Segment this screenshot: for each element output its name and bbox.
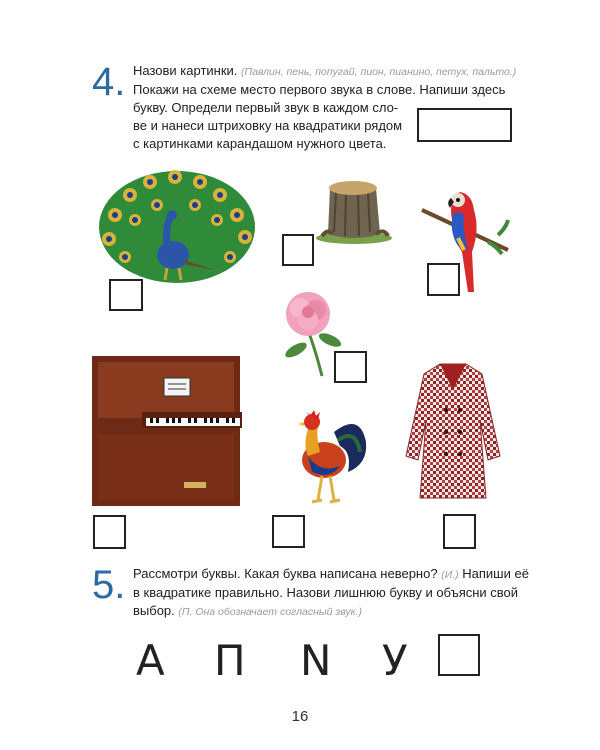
stump-square[interactable] xyxy=(282,234,314,266)
task-5-hint-2: (П. Она обозначает согласный звук.) xyxy=(178,606,363,618)
piano-square[interactable] xyxy=(93,515,126,549)
stump-image xyxy=(314,178,394,244)
letter-u: У xyxy=(382,636,408,685)
page-number: 16 xyxy=(291,708,309,725)
task-4-hint: (Павлин, пень, попугай, пион, пианино, петух, пальто.) xyxy=(241,66,517,78)
peony-square[interactable] xyxy=(334,351,367,383)
task-5-line-1-tail: Напиши её xyxy=(462,566,529,581)
rooster-image xyxy=(290,402,370,510)
task-4-line-2: Покажи на схеме место первого звука в слове. Напиши здесь xyxy=(133,82,506,97)
task-5-line-2: в квадратике правильно. Назови лишнюю букву и объясни свой xyxy=(133,585,519,600)
piano-image xyxy=(90,354,242,512)
coat-square[interactable] xyxy=(443,514,476,549)
rooster-square[interactable] xyxy=(272,515,305,548)
letter-p: П xyxy=(214,636,246,685)
letter-n: N xyxy=(300,636,332,685)
task-5-line-3: выбор. xyxy=(133,603,175,618)
peacock-image xyxy=(95,165,260,285)
task-5-number: 5. xyxy=(92,563,126,607)
task-4-line-4: ве и нанеси штриховку на квадратики рядом xyxy=(133,118,403,133)
task-4-line-1: Назови картинки. xyxy=(133,63,238,78)
answer-letter-box[interactable] xyxy=(417,108,512,142)
peacock-square[interactable] xyxy=(109,279,143,311)
task-5-hint-1: (И.) xyxy=(441,569,459,581)
task-4-number: 4. xyxy=(92,60,126,104)
coat-image xyxy=(400,360,506,500)
parrot-square[interactable] xyxy=(427,263,460,296)
task-4-line-3: букву. Определи первый звук в каждом сло- xyxy=(133,100,399,115)
task-5-text xyxy=(133,565,533,621)
task-5-line-1: Рассмотри буквы. Какая буква написана неверно? xyxy=(133,566,438,581)
correct-letter-square[interactable] xyxy=(438,634,480,676)
task-4-line-5: с картинками карандашом нужного цвета. xyxy=(133,136,387,151)
letter-a: А xyxy=(136,636,165,685)
